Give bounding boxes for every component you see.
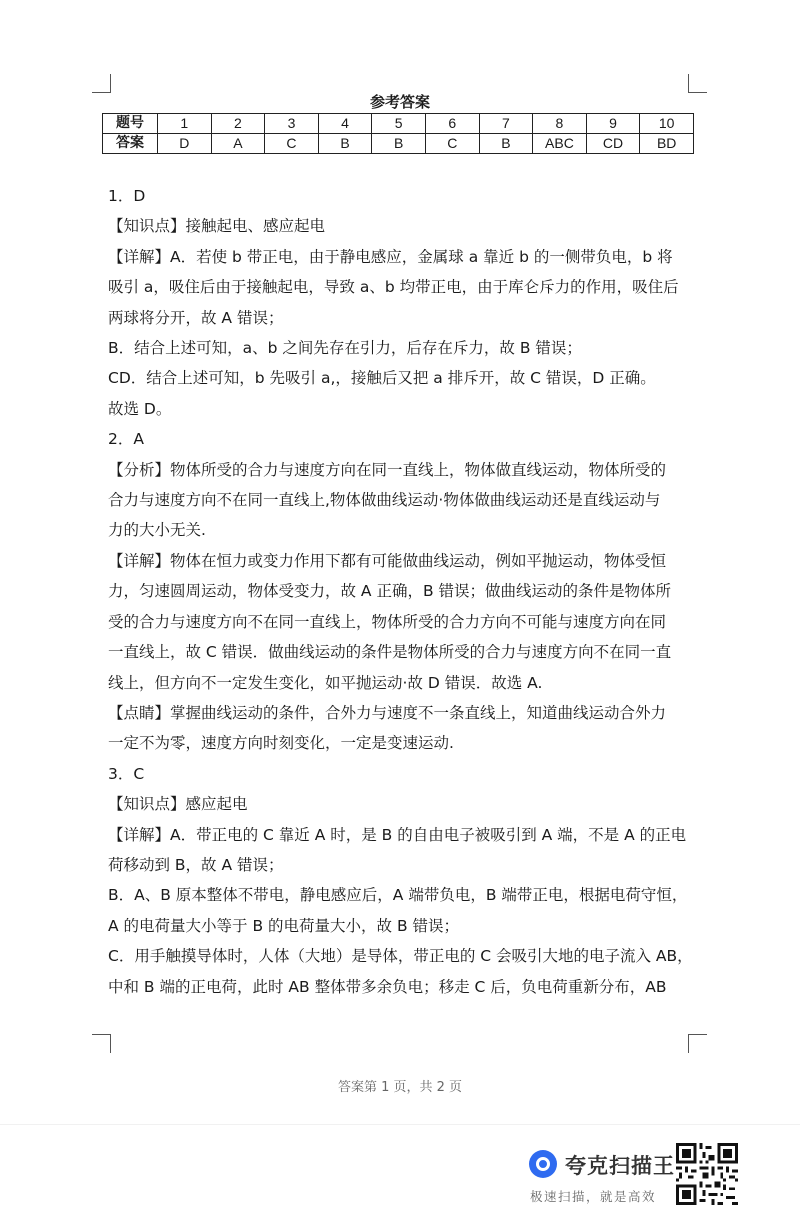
body-line: 一定不为零，速度方向时刻变化，一定是变速运动.	[108, 734, 454, 753]
answer-explanations	[108, 181, 698, 1002]
body-line: 受的合力与速度方向不在同一直线上，物体所受的合力方向不可能与速度方向在同	[108, 612, 667, 631]
body-line: CD．结合上述可知，b 先吸引 a,，接触后又把 a 排斥开，故 C 错误，D 正确。	[108, 369, 656, 388]
body-line: 【详解】A．若使 b 带正电，由于静电感应，金属球 a 靠近 b 的一侧带负电，b 将	[108, 247, 673, 266]
answer-cell: B	[318, 134, 372, 154]
body-line: 【详解】物体在恒力或变力作用下都有可能做曲线运动，例如平抛运动，物体受恒	[108, 551, 667, 570]
body-line: 1．D	[108, 187, 146, 205]
body-line: A 的电荷量大小等于 B 的电荷量大小，故 B 错误；	[108, 916, 460, 935]
crop-mark-bottom-left	[92, 1034, 111, 1053]
answer-cell: ABC	[533, 134, 587, 154]
crop-mark-bottom-right	[688, 1034, 707, 1053]
answer-cell: BD	[640, 134, 694, 154]
answer-table	[102, 113, 694, 154]
body-line: 中和 B 端的正电荷，此时 AB 整体带多余负电；移走 C 后，负电荷重新分布，AB	[108, 977, 667, 996]
body-line: 【点睛】掌握曲线运动的条件，合外力与速度不一条直线上，知道曲线运动合外力	[108, 703, 667, 722]
answer-cell: A	[211, 134, 265, 154]
body-line: 【分析】物体所受的合力与速度方向在同一直线上，物体做直线运动，物体所受的	[108, 460, 667, 479]
number-cell: 6	[425, 114, 479, 134]
page-title: 参考答案	[369, 93, 430, 111]
answer-header-cell: 答案	[103, 134, 158, 154]
number-cell: 8	[533, 114, 587, 134]
answer-cell: C	[265, 134, 319, 154]
answer-table-number-row	[103, 114, 694, 134]
watermark-app-name: 夸克扫描王	[565, 1154, 675, 1178]
page-footer: 答案第 1 页，共 2 页	[337, 1080, 463, 1095]
answer-cell: D	[158, 134, 212, 154]
number-cell: 10	[640, 114, 694, 134]
number-header-cell: 题号	[103, 114, 158, 134]
answer-cell: CD	[586, 134, 640, 154]
body-line: B．A、B 原本整体不带电，静电感应后，A 端带负电，B 端带正电，根据电荷守恒，	[108, 886, 688, 905]
body-line: 3．C	[108, 764, 145, 783]
number-cell: 1	[158, 114, 212, 134]
answer-cell: B	[479, 134, 533, 154]
watermark-divider	[0, 1124, 800, 1125]
body-line: C．用手触摸导体时，人体（大地）是导体，带正电的 C 会吸引大地的电子流入 AB，	[108, 947, 693, 966]
body-line: 【知识点】接触起电、感应起电	[108, 217, 326, 236]
answer-cell: C	[425, 134, 479, 154]
body-line: 2．A	[108, 430, 144, 449]
body-line: 荷移动到 B，故 A 错误；	[108, 855, 284, 874]
body-line: 两球将分开，故 A 错误；	[108, 308, 284, 327]
body-line: 故选 D。	[108, 399, 172, 418]
number-cell: 5	[372, 114, 426, 134]
qr-code-icon	[676, 1143, 738, 1205]
body-line: 吸引 a，吸住后由于接触起电，导致 a、b 均带正电，由于库仑斥力的作用，吸住后	[108, 278, 679, 297]
body-line: 力的大小无关.	[108, 521, 206, 540]
body-line: 合力与速度方向不在同一直线上,物体做曲线运动·物体做曲线运动还是直线运动与	[108, 491, 661, 510]
body-line: 线上，但方向不一定发生变化，如平抛运动·故 D 错误．故选 A.	[108, 673, 543, 692]
body-line: 【知识点】感应起电	[108, 795, 248, 814]
number-cell: 9	[586, 114, 640, 134]
body-line: B．结合上述可知，a、b 之间先存在引力，后存在斥力，故 B 错误；	[108, 339, 582, 358]
answer-table-answer-row	[103, 134, 694, 154]
body-line: 【详解】A．带正电的 C 靠近 A 时，是 B 的自由电子被吸引到 A 端，不是 A 的正电	[108, 825, 687, 844]
number-cell: 2	[211, 114, 265, 134]
quark-logo-icon	[529, 1150, 557, 1178]
watermark-slogan: 极速扫描，就是高效	[530, 1189, 657, 1204]
body-line: 一直线上，故 C 错误．做曲线运动的条件是物体所受的合力与速度方向不在同一直	[108, 643, 672, 662]
body-line: 力，匀速圆周运动，物体受变力，故 A 正确，B 错误；做曲线运动的条件是物体所	[108, 582, 672, 601]
answer-cell: B	[372, 134, 426, 154]
number-cell: 4	[318, 114, 372, 134]
number-cell: 7	[479, 114, 533, 134]
number-cell: 3	[265, 114, 319, 134]
